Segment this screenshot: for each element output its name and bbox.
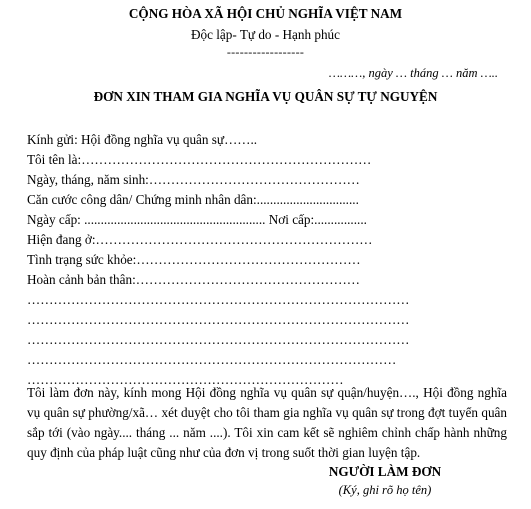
blank-line: …………………………………………………………………………… (27, 332, 410, 347)
field-residence: Hiện đang ở:……………………………………………………… (27, 232, 373, 247)
document-title: ĐƠN XIN THAM GIA NGHĨA VỤ QUÂN SỰ TỰ NGUYỆN (93, 89, 438, 104)
field-birthdate: Ngày, tháng, năm sinh:………………………………………… (27, 172, 360, 187)
field-name: Tôi tên là:………………………………………………………… (27, 152, 372, 167)
signature-note: (Ký, ghi rõ họ tên) (338, 483, 432, 497)
blank-line: ……………………………………………………………… (27, 372, 344, 387)
field-health: Tình trạng sức khỏe:…………………………………………… (27, 252, 361, 267)
field-recipient: Kính gửi: Hội đồng nghĩa vụ quân sự…….. (27, 132, 258, 147)
blank-line: …………………………………………………………………………… (27, 292, 410, 307)
date-line: ………, ngày … tháng … năm ….. (328, 66, 498, 80)
request-paragraph: Tôi làm đơn này, kính mong Hội đồng nghĩa vụ quân sự quận/huyện…., Hội đồng nghĩa vụ quân sự phường/xã… xét duyệt cho tôi tham gia nghĩa vụ quân sự trong đợt tuyển quân sắp tới (vào ngày.... tháng ... năm ....). Tôi xin cam kết sẽ nghiêm chỉnh chấp hành những quy định của pháp luật cũng như của đơn vị trong suốt thời gian luyện tập. (27, 385, 507, 460)
signature-label: NGƯỜI LÀM ĐƠN (328, 464, 442, 479)
motto: Độc lập- Tự do - Hạnh phúc (191, 27, 340, 42)
country-heading: CỘNG HÒA XÃ HỘI CHỦ NGHĨA VIỆT NAM (128, 6, 403, 21)
header-divider: ------------------ (226, 45, 305, 59)
blank-line: ………………………………………………………………………… (27, 352, 397, 367)
field-issue-date-place: Ngày cấp: ....................................................... Nơi cấp:................ (27, 212, 367, 227)
field-id-number: Căn cước công dân/ Chứng minh nhân dân:............................... (27, 192, 359, 207)
field-circumstances: Hoàn cảnh bản thân:…………………………………………… (27, 272, 360, 287)
blank-line: …………………………………………………………………………… (27, 312, 410, 327)
